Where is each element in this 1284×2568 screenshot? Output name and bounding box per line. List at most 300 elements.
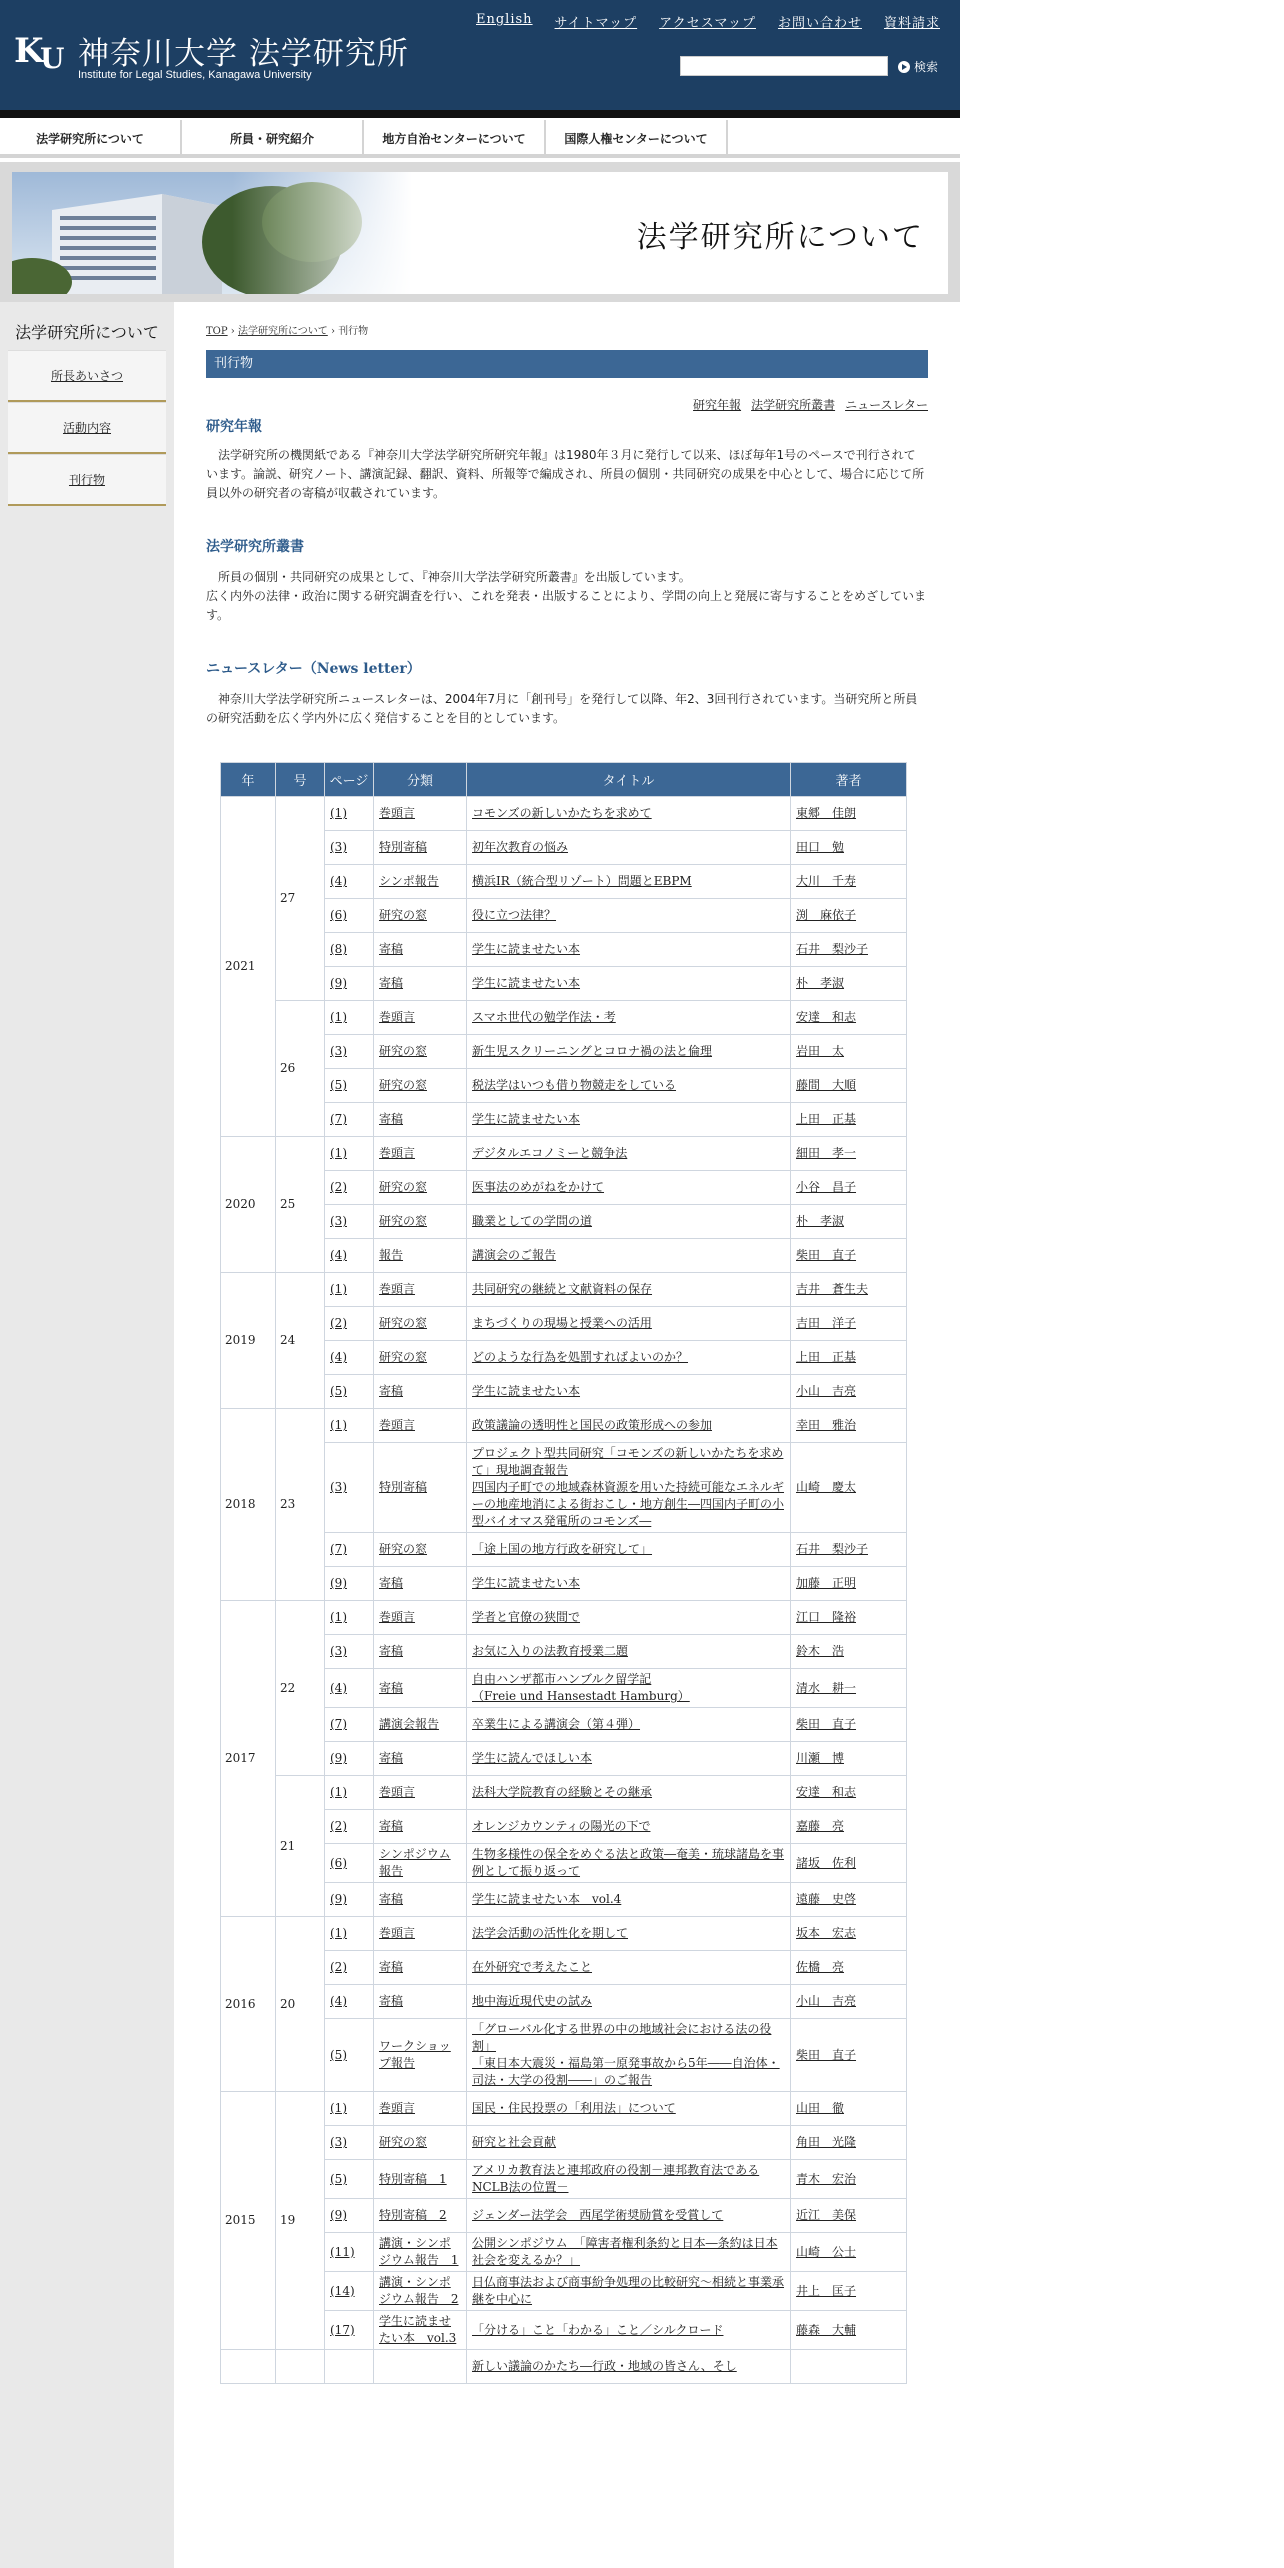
title-link[interactable]: 職業としての学問の道 (472, 1214, 593, 1228)
author-link[interactable]: 山崎 慶太 (796, 1480, 857, 1494)
title-link[interactable]: 法科大学院教育の経験とその継承 (472, 1785, 653, 1799)
category-link[interactable]: 講演・シンポジウム報告 2 (379, 2275, 459, 2306)
table-cell (467, 1917, 790, 1950)
title-link[interactable]: スマホ世代の勉学作法・考 (472, 1010, 616, 1024)
category-link[interactable]: 研究の窓 (379, 1078, 428, 1092)
page-link[interactable]: (7) (330, 1112, 347, 1126)
table-cell (374, 1341, 466, 1374)
author-link[interactable]: 加藤 正明 (796, 1576, 857, 1590)
table-cell (467, 2272, 790, 2310)
category-link[interactable]: ワークショップ報告 (379, 2039, 451, 2070)
author-link[interactable]: 石井 梨沙子 (796, 1542, 869, 1556)
table-cell-issue: 21 (276, 1776, 324, 1916)
table-cell-issue: 19 (276, 2092, 324, 2349)
title-link[interactable]: 学生に読ませたい本 (472, 1112, 581, 1126)
title-link[interactable]: 学生に読ませたい本 (472, 1576, 581, 1590)
table-cell (325, 2350, 373, 2383)
author-link[interactable]: 小谷 昌子 (796, 1180, 857, 1194)
table-cell (374, 933, 466, 966)
anchor-link-newsletter[interactable]: ニュースレター (845, 398, 928, 412)
table-cell (325, 2311, 373, 2349)
search-button-label: 検索 (914, 60, 939, 74)
author-link[interactable]: 近江 美保 (796, 2208, 857, 2222)
page-link[interactable]: (2) (330, 1316, 347, 1330)
section-text-annual: 法学研究所の機関紙である『神奈川大学法学研究所研究年報』は1980年３月に発行して以来、ほぼ毎年1号のペースで刊行されています。論説、研究ノート、講演記録、翻訳、資料、所報等で編成され、所員の個別・共同研究の成果を中心として、場合に応じて所員以外の研究者の寄稿が収載されています。 (206, 448, 925, 500)
title-link[interactable]: 地中海近現代史の試み (472, 1994, 593, 2008)
util-link-request[interactable]: 資料請求 (883, 16, 940, 31)
newsletter-table (220, 762, 907, 2384)
category-link[interactable]: 寄稿 (379, 1680, 404, 1695)
table-cell (325, 865, 373, 898)
author-link[interactable]: 坂本 宏志 (796, 1926, 857, 1940)
title-link[interactable]: 卒業生による講演会（第４弾） (472, 1717, 641, 1731)
author-link[interactable]: 柴田 直子 (796, 2047, 857, 2062)
category-link[interactable]: 特別寄稿 (379, 1480, 428, 1494)
util-link-access[interactable]: アクセスマップ (659, 16, 756, 31)
table-cell (467, 967, 790, 1000)
category-link[interactable]: 特別寄稿 2 (379, 2208, 447, 2222)
page-link[interactable]: (1) (330, 2101, 347, 2115)
table-cell (325, 2199, 373, 2232)
title-link[interactable]: 講演会のご報告 (472, 1248, 557, 1262)
table-cell (325, 1917, 373, 1950)
category-link[interactable]: 寄稿 (379, 1892, 404, 1906)
page-link[interactable]: (14) (330, 2283, 355, 2298)
table-cell (325, 2126, 373, 2159)
table-cell (325, 2272, 373, 2310)
title-link[interactable]: デジタルエコノミーと競争法 (472, 1146, 628, 1160)
category-link[interactable]: 報告 (379, 1248, 404, 1262)
table-cell (791, 1985, 906, 2018)
author-link[interactable]: 上田 正基 (796, 1112, 857, 1126)
title-link[interactable]: 共同研究の継続と文献資料の保存 (472, 1282, 653, 1296)
table-cell (374, 2311, 466, 2349)
page-link[interactable]: (3) (330, 1644, 347, 1658)
category-link[interactable]: シンポジウム報告 (379, 1847, 451, 1878)
table-cell (467, 2199, 790, 2232)
search-input[interactable] (680, 56, 888, 76)
table-cell (791, 1273, 906, 1306)
table-cell-year: 2018 (221, 1409, 275, 1600)
table-cell (791, 1035, 906, 1068)
category-link[interactable]: 巻頭言 (379, 1785, 416, 1799)
table-cell (325, 2092, 373, 2125)
category-link[interactable]: 寄稿 (379, 976, 404, 990)
breadcrumb-current: 刊行物 (338, 326, 369, 337)
table-cell (374, 1810, 466, 1843)
author-link[interactable]: 角田 光隆 (796, 2135, 857, 2149)
table-cell (374, 1917, 466, 1950)
title-link[interactable]: 学生に読んでほしい本 (472, 1751, 593, 1765)
table-cell (467, 1951, 790, 1984)
title-link[interactable]: 学生に読ませたい本 (472, 942, 581, 956)
table-cell (791, 1567, 906, 1600)
ku-logo-icon[interactable] (14, 28, 70, 72)
sidebar-item-activities[interactable]: 活動内容 (8, 402, 166, 454)
category-link[interactable]: 寄稿 (379, 1994, 404, 2008)
util-link-english[interactable]: English (476, 12, 533, 27)
page-link[interactable]: (4) (330, 1350, 347, 1364)
page-link[interactable]: (9) (330, 2208, 347, 2222)
title-link[interactable]: 学生に読ませたい本 vol.4 (472, 1892, 622, 1906)
title-link[interactable]: コモンズの新しいかたちを求めて (472, 806, 652, 820)
title-link[interactable]: 新生児スクリーニングとコロナ禍の法と倫理 (472, 1044, 713, 1058)
author-link[interactable]: 朴 孝淑 (796, 976, 845, 990)
category-link[interactable]: 巻頭言 (379, 1010, 416, 1024)
page-link[interactable]: (1) (330, 1282, 347, 1296)
breadcrumb-parent[interactable]: 法学研究所について (237, 326, 328, 337)
author-link[interactable]: 清水 耕一 (796, 1680, 857, 1695)
page-link[interactable]: (7) (330, 1717, 347, 1731)
category-link[interactable]: 巻頭言 (379, 1282, 416, 1296)
table-cell (791, 2126, 906, 2159)
category-link[interactable]: 寄稿 (379, 1819, 404, 1833)
author-link[interactable]: 嘉藤 亮 (796, 1819, 845, 1833)
title-link[interactable]: 横浜IR（統合型リゾート）問題とEBPM (472, 874, 692, 888)
table-cell (467, 1742, 790, 1775)
title-link[interactable]: 自由ハンザ都市ハンブルク留学記 （Freie und Hansestadt Hamburg） (472, 1672, 690, 1703)
author-link[interactable]: 柴田 直子 (796, 1717, 857, 1731)
table-cell (374, 1951, 466, 1984)
page-link[interactable]: (6) (330, 908, 347, 922)
table-header-page: ページ (325, 763, 373, 796)
category-link[interactable]: 巻頭言 (379, 806, 416, 820)
table-cell (325, 2019, 373, 2091)
table-cell (374, 797, 466, 830)
author-link[interactable]: 山崎 公士 (796, 2244, 857, 2259)
table-cell (325, 1205, 373, 1238)
table-cell (791, 1742, 906, 1775)
table-cell (374, 1239, 466, 1272)
table-cell (467, 831, 790, 864)
header-divider (0, 110, 960, 118)
author-link[interactable]: 安達 和志 (796, 1010, 857, 1024)
author-link[interactable]: 小山 吉亮 (796, 1384, 857, 1398)
author-link[interactable]: 田口 勉 (796, 840, 845, 854)
table-cell-year (221, 2350, 275, 2383)
table-cell (325, 831, 373, 864)
category-link[interactable]: 寄稿 (379, 1751, 404, 1765)
table-row (221, 1001, 906, 1034)
author-link[interactable]: 藤森 大輔 (796, 2322, 857, 2337)
sidebar-item-publications[interactable]: 刊行物 (8, 454, 166, 506)
sidebar-item-greeting[interactable]: 所長あいさつ (8, 350, 166, 402)
category-link[interactable]: 研究の窓 (379, 2135, 428, 2149)
table-cell (374, 1883, 466, 1916)
table-header-author: 著者 (791, 763, 906, 796)
table-cell (467, 2160, 790, 2198)
table-cell (325, 1137, 373, 1170)
title-link[interactable]: 税法学はいつも借り物競走をしている (472, 1078, 677, 1092)
table-cell (467, 865, 790, 898)
page-link[interactable]: (1) (330, 1926, 347, 1940)
page-link[interactable]: (2) (330, 1960, 347, 1974)
title-link[interactable]: 「グローバル化する世界の中の地域社会における法の役割」 「東日本大震災・福島第一原発事故から5年――自治体・司法・大学の役割――」のご報告 (472, 2022, 780, 2087)
page-link[interactable]: (2) (330, 1180, 347, 1194)
table-cell (374, 1567, 466, 1600)
category-link[interactable]: 研究の窓 (379, 1044, 428, 1058)
author-link[interactable]: 柴田 直子 (796, 1248, 857, 1262)
title-link[interactable]: 政策議論の透明性と国民の政策形成への参加 (472, 1418, 713, 1432)
author-link[interactable]: 細田 孝一 (796, 1146, 857, 1160)
category-link[interactable]: 特別寄稿 (379, 840, 428, 854)
page-link[interactable]: (9) (330, 976, 347, 990)
search-button[interactable] (898, 58, 938, 75)
table-cell (791, 2019, 906, 2091)
anchor-link-series[interactable]: 法学研究所叢書 (751, 398, 836, 412)
author-link[interactable]: 吉井 蒼生夫 (796, 1282, 869, 1296)
category-link[interactable]: 寄稿 (379, 1112, 404, 1126)
page-link[interactable]: (4) (330, 1248, 347, 1262)
table-cell (467, 1776, 790, 1809)
title-link[interactable]: 学者と官僚の狭間で (472, 1610, 581, 1624)
page-link[interactable]: (5) (330, 2171, 347, 2186)
table-cell (374, 1985, 466, 2018)
author-link[interactable]: 小山 吉亮 (796, 1994, 857, 2008)
author-link[interactable]: 山田 徹 (796, 2101, 845, 2115)
table-cell-issue: 27 (276, 797, 324, 1000)
category-link[interactable]: シンポ報告 (379, 874, 439, 888)
category-link[interactable]: 巻頭言 (379, 1610, 416, 1624)
category-link[interactable]: 巻頭言 (379, 1418, 416, 1432)
banner-panel (12, 172, 948, 294)
category-link[interactable]: 寄稿 (379, 1384, 404, 1398)
table-cell (791, 1341, 906, 1374)
title-link[interactable]: 公開シンポジウム 「障害者権利条約と日本―条約は日本社会を変えるか？」 (472, 2236, 778, 2267)
table-cell (467, 1409, 790, 1442)
table-cell (791, 933, 906, 966)
author-link[interactable]: 諸坂 佐利 (796, 1855, 857, 1870)
page-link[interactable]: (11) (330, 2244, 355, 2259)
table-cell (791, 1917, 906, 1950)
arrow-right-icon (898, 61, 910, 73)
author-link[interactable]: 吉田 洋子 (796, 1316, 857, 1330)
table-cell (325, 1635, 373, 1668)
table-cell-year: 2016 (221, 1917, 275, 2091)
breadcrumb-home[interactable]: TOP (206, 326, 228, 337)
title-link[interactable]: 法学会活動の活性化を期して (472, 1926, 629, 1940)
table-cell (791, 1776, 906, 1809)
table-row (221, 2350, 906, 2383)
title-link[interactable]: 新しい議論のかたち―行政・地域の皆さん、そし (472, 2359, 737, 2373)
author-link[interactable]: 青木 宏治 (796, 2171, 857, 2186)
gnav-item-about[interactable]: 法学研究所について (0, 120, 182, 156)
page-link[interactable]: (1) (330, 1610, 347, 1624)
sidebar-title: 法学研究所について (15, 323, 159, 342)
title-link[interactable]: 生物多様性の保全をめぐる法と政策―奄美・琉球諸島を事例として振り返って (472, 1847, 785, 1878)
table-cell (374, 2272, 466, 2310)
title-link[interactable]: 「途上国の地方行政を研究して」 (472, 1542, 653, 1556)
table-cell (325, 797, 373, 830)
author-link[interactable]: 石井 梨沙子 (796, 942, 869, 956)
page-link[interactable]: (17) (330, 2322, 355, 2337)
author-link[interactable]: 上田 正基 (796, 1350, 857, 1364)
author-link[interactable]: 江口 隆裕 (796, 1610, 857, 1624)
category-link[interactable]: 講演・シンポジウム報告 1 (379, 2236, 459, 2267)
table-cell (467, 1341, 790, 1374)
util-link-sitemap[interactable]: サイトマップ (554, 16, 638, 31)
page-link[interactable]: (4) (330, 874, 347, 888)
table-cell (467, 2350, 790, 2383)
page-link[interactable]: (5) (330, 2047, 347, 2062)
page-link[interactable]: (1) (330, 1146, 347, 1160)
table-cell (325, 1669, 373, 1707)
page-link[interactable]: (3) (330, 1480, 347, 1494)
page-link[interactable]: (6) (330, 1855, 347, 1870)
title-link[interactable]: どのような行為を処罰すればよいのか？ (472, 1350, 689, 1364)
page-link[interactable]: (4) (330, 1680, 347, 1695)
title-link[interactable]: 研究と社会貢献 (472, 2135, 557, 2149)
title-link[interactable]: 医事法のめがねをかけて (472, 1180, 605, 1194)
table-cell (374, 1137, 466, 1170)
table-cell (374, 899, 466, 932)
table-row (221, 1273, 906, 1306)
title-link[interactable]: プロジェクト型共同研究「コモンズの新しいかたちを求めて」現地調査報告 四国内子町での地域森林資源を用いた持続可能なエネルギーの地産地消による街おこし・地方創生―四国内子町の小型バイオマス発電所のコモンズ― (472, 1446, 785, 1528)
page-link[interactable]: (1) (330, 1785, 347, 1799)
category-link[interactable]: 研究の窓 (379, 908, 428, 922)
page-link[interactable]: (3) (330, 1044, 347, 1058)
page-link[interactable]: (2) (330, 1819, 347, 1833)
title-link[interactable]: ジェンダー法学会 西尾学術奨励賞を受賞して (472, 2208, 724, 2222)
category-link[interactable]: 研究の窓 (379, 1180, 428, 1194)
table-cell (325, 1239, 373, 1272)
site-header (0, 0, 960, 118)
author-link[interactable]: 幸田 雅治 (796, 1418, 857, 1432)
page-link[interactable]: (4) (330, 1994, 347, 2008)
table-cell (374, 1776, 466, 1809)
page-link[interactable]: (9) (330, 1751, 347, 1765)
category-link[interactable]: 巻頭言 (379, 1926, 416, 1940)
section-title-series: 法学研究所叢書 (206, 539, 304, 555)
author-link[interactable]: 川瀬 博 (796, 1751, 845, 1765)
category-link[interactable]: 寄稿 (379, 1960, 404, 1974)
page-link[interactable]: (9) (330, 1892, 347, 1906)
category-link[interactable]: 巻頭言 (379, 1146, 416, 1160)
author-link[interactable]: 渕 麻依子 (796, 908, 857, 922)
table-cell (791, 1844, 906, 1882)
table-row (221, 1601, 906, 1634)
table-cell (791, 831, 906, 864)
table-cell (467, 2092, 790, 2125)
table-cell (791, 1669, 906, 1707)
author-link[interactable]: 朴 孝淑 (796, 1214, 845, 1228)
author-link[interactable]: 鈴木 浩 (796, 1644, 845, 1658)
category-link[interactable]: 研究の窓 (379, 1316, 428, 1330)
title-link[interactable]: オレンジカウンティの陽光の下で (472, 1819, 651, 1833)
util-link-contact[interactable]: お問い合わせ (777, 16, 862, 31)
table-cell (791, 1533, 906, 1566)
table-cell (467, 1273, 790, 1306)
table-cell (467, 1533, 790, 1566)
table-cell (791, 1951, 906, 1984)
table-row (221, 1917, 906, 1950)
page-link[interactable]: (5) (330, 1078, 347, 1092)
breadcrumb-separator: › (330, 326, 335, 337)
category-link[interactable]: 巻頭言 (379, 2101, 416, 2115)
table-cell (325, 1103, 373, 1136)
table-header-category: 分類 (374, 763, 466, 796)
title-link[interactable]: 日仏商事法および商事紛争処理の比較研究～相続と事業承継を中心に (472, 2275, 785, 2306)
table-header-title: タイトル (467, 763, 790, 796)
author-link[interactable]: 藤間 大順 (796, 1078, 857, 1092)
author-link[interactable]: 安達 和志 (796, 1785, 857, 1799)
title-link[interactable]: まちづくりの現場と授業への活用 (472, 1316, 652, 1330)
page-link[interactable]: (1) (330, 806, 347, 820)
table-cell (374, 2092, 466, 2125)
category-link[interactable]: 特別寄稿 1 (379, 2171, 447, 2186)
table-cell (374, 1443, 466, 1532)
page-link[interactable]: (8) (330, 942, 347, 956)
title-link[interactable]: 学生に読ませたい本 (472, 1384, 581, 1398)
table-cell (467, 1601, 790, 1634)
author-link[interactable]: 大川 千寿 (796, 874, 857, 888)
table-cell (374, 1103, 466, 1136)
site-logo-title[interactable]: 神奈川大学 法学研究所 (78, 36, 409, 72)
page-link[interactable]: (3) (330, 2135, 347, 2149)
title-link[interactable]: 国民・住民投票の「利用法」について (472, 2101, 676, 2115)
page-link[interactable]: (5) (330, 1384, 347, 1398)
title-link[interactable]: 初年次教育の悩み (472, 840, 569, 854)
gnav-item-members[interactable]: 所員・研究紹介 (182, 120, 364, 156)
title-link[interactable]: 「分ける」こと「わかる」こと／シルクロード (472, 2322, 724, 2337)
title-link[interactable]: お気に入りの法教育授業二題 (472, 1644, 629, 1658)
table-cell (467, 1810, 790, 1843)
table-cell (374, 2126, 466, 2159)
category-link[interactable]: 寄稿 (379, 942, 404, 956)
category-link[interactable]: 研究の窓 (379, 1542, 428, 1556)
page-link[interactable]: (9) (330, 1576, 347, 1590)
author-link[interactable]: 岩田 太 (796, 1044, 845, 1058)
table-cell (325, 1985, 373, 2018)
gnav-item-local-gov-center[interactable]: 地方自治センターについて (364, 120, 546, 156)
category-link[interactable]: 寄稿 (379, 1576, 404, 1590)
anchor-link-annual[interactable]: 研究年報 (693, 398, 742, 412)
table-header-year: 年 (221, 763, 275, 796)
page-link[interactable]: (3) (330, 1214, 347, 1228)
author-link[interactable]: 遠藤 史啓 (796, 1892, 857, 1906)
category-link[interactable]: 講演会報告 (379, 1717, 440, 1731)
table-row (221, 1776, 906, 1809)
author-link[interactable]: 佐橋 亮 (796, 1960, 845, 1974)
category-link[interactable]: 研究の窓 (379, 1214, 428, 1228)
utility-nav (476, 12, 940, 31)
author-link[interactable]: 井上 匡子 (796, 2283, 857, 2298)
category-link[interactable]: 学生に読ませたい本 vol.3 (379, 2314, 457, 2345)
category-link[interactable]: 寄稿 (379, 1644, 404, 1658)
gnav-item-human-rights-center[interactable]: 国際人権センターについて (546, 120, 728, 156)
page-link[interactable]: (7) (330, 1542, 347, 1556)
table-cell (374, 1533, 466, 1566)
table-cell (374, 1069, 466, 1102)
table-cell (374, 2350, 466, 2383)
table-cell (467, 933, 790, 966)
page-banner (0, 162, 960, 302)
title-link[interactable]: 学生に読ませたい本 (472, 976, 581, 990)
table-row (221, 1137, 906, 1170)
title-link[interactable]: アメリカ教育法と連邦政府の役割－連邦教育法であるNCLB法の位置－ (472, 2163, 760, 2194)
page-link[interactable]: (1) (330, 1010, 347, 1024)
table-cell (791, 2350, 906, 2383)
author-link[interactable]: 東郷 佳朗 (796, 806, 857, 820)
category-link[interactable]: 研究の窓 (379, 1350, 428, 1364)
page-link[interactable]: (1) (330, 1418, 347, 1432)
title-link[interactable]: 在外研究で考えたこと (472, 1960, 593, 1974)
table-cell (791, 1601, 906, 1634)
section-text-newsletter: 神奈川大学法学研究所ニュースレターは、2004年7月に「創刊号」を発行して以降、年2、3回刊行されています。当研究所と所員の研究活動を広く学内外に広く発信することを目的としています。 (206, 692, 918, 725)
page-link[interactable]: (3) (330, 840, 347, 854)
title-link[interactable]: 役に立つ法律？ (472, 908, 557, 922)
table-cell (467, 797, 790, 830)
